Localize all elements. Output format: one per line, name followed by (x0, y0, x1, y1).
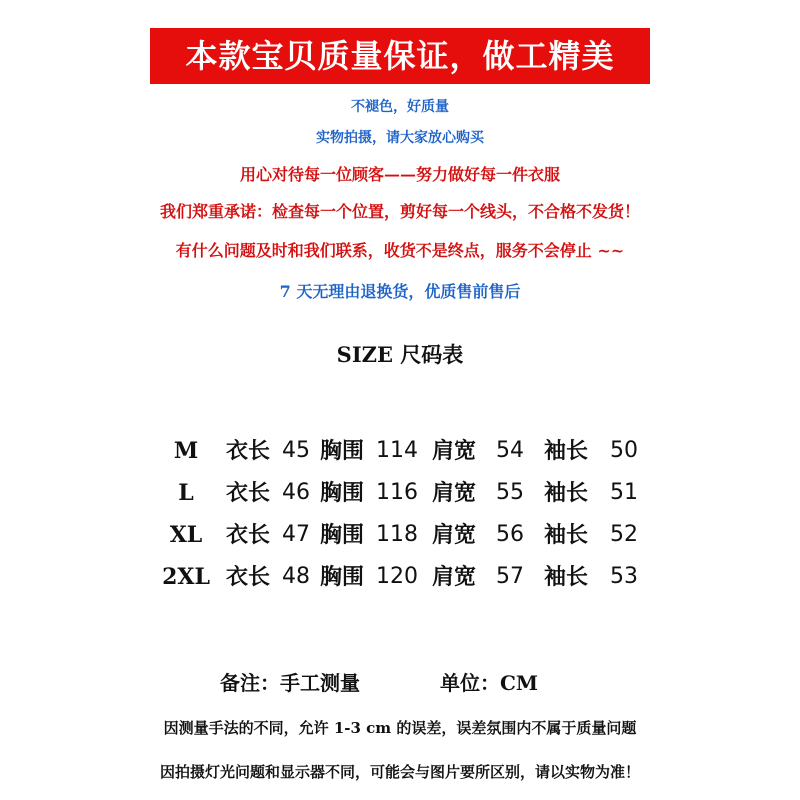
size-label: XL (169, 522, 203, 548)
chest-value: 114 (376, 438, 418, 463)
promise-line-4: 我们郑重承诺：检查每一个位置，剪好每一个线头，不合格不发货！ (159, 202, 640, 221)
shoulder-value: 54 (496, 438, 524, 463)
promise-line-1: 不褪色，好质量 (351, 99, 449, 115)
size-label: 2XL (162, 564, 210, 590)
length-value: 45 (282, 438, 310, 463)
unit-note: 单位：CM (440, 671, 539, 695)
shoulder-label: 肩宽 (432, 480, 477, 506)
size-table (160, 430, 660, 598)
chest-value: 120 (376, 564, 418, 589)
size-row-l (160, 472, 660, 514)
length-value: 48 (282, 564, 310, 589)
shoulder-value: 56 (496, 522, 524, 547)
length-label: 衣长 (226, 480, 271, 506)
chest-label: 胸围 (320, 438, 365, 464)
promise-line-3: 用心对待每一位顾客——努力做好每一件衣服 (239, 165, 560, 184)
size-row-xl (160, 514, 660, 556)
shoulder-value: 57 (496, 564, 524, 589)
sleeve-value: 52 (610, 522, 638, 547)
length-value: 47 (282, 522, 310, 547)
quality-banner: 本款宝贝质量保证，做工精美 (150, 28, 650, 84)
size-row-m (160, 430, 660, 472)
chest-label: 胸围 (320, 564, 365, 590)
sleeve-value: 53 (610, 564, 638, 589)
promise-line-2: 实物拍摄，请大家放心购买 (316, 130, 484, 146)
shoulder-label: 肩宽 (432, 522, 477, 548)
sleeve-label: 袖长 (544, 522, 589, 548)
size-label: L (178, 480, 194, 506)
tolerance-note: 因测量手法的不同，允许 1-3 cm 的误差，误差氛围内不属于质量问题 (163, 719, 637, 737)
sleeve-value: 51 (610, 480, 638, 505)
size-row-2xl (160, 556, 660, 598)
sleeve-value: 50 (610, 438, 638, 463)
chest-value: 118 (376, 522, 418, 547)
sleeve-label: 袖长 (544, 480, 589, 506)
size-chart-title: SIZE 尺码表 (336, 342, 464, 367)
shoulder-label: 肩宽 (432, 438, 477, 464)
length-label: 衣长 (226, 438, 271, 464)
size-label: M (173, 438, 199, 464)
color-difference-note: 因拍摄灯光问题和显示器不同，可能会与图片要所区别，请以实物为准！ (159, 763, 640, 781)
sleeve-label: 袖长 (544, 438, 589, 464)
promise-line-6: 7 天无理由退换货，优质售前售后 (279, 282, 521, 301)
shoulder-value: 55 (496, 480, 524, 505)
shoulder-label: 肩宽 (432, 564, 477, 590)
chest-value: 116 (376, 480, 418, 505)
sleeve-label: 袖长 (544, 564, 589, 590)
length-value: 46 (282, 480, 310, 505)
length-label: 衣长 (226, 522, 271, 548)
length-label: 衣长 (226, 564, 271, 590)
promise-line-5: 有什么问题及时和我们联系，收货不是终点，服务不会停止 ~~ (175, 241, 625, 260)
measurement-note: 备注：手工测量 (220, 671, 360, 695)
chest-label: 胸围 (320, 522, 365, 548)
chest-label: 胸围 (320, 480, 365, 506)
